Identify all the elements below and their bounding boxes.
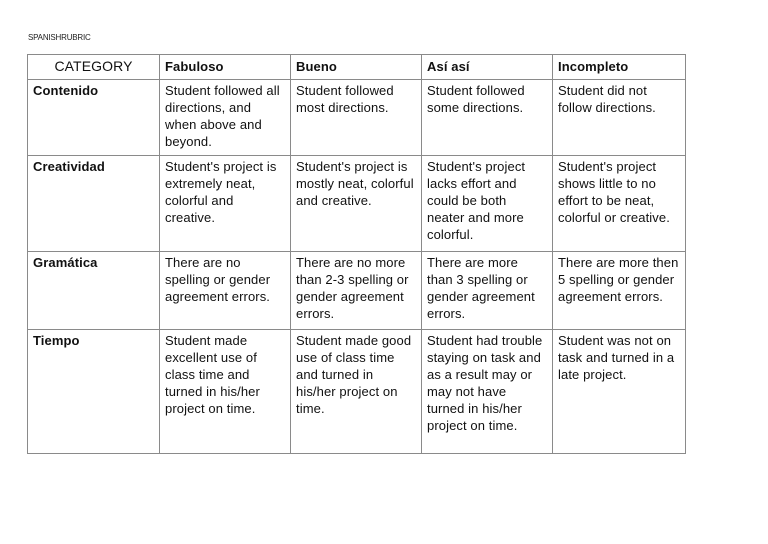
header-category: CATEGORY	[28, 55, 160, 80]
header-bueno: Bueno	[291, 55, 422, 80]
document-title: SPANISHRUBRIC	[28, 33, 91, 42]
header-fabuloso: Fabuloso	[160, 55, 291, 80]
rubric-cell: Student's project is extremely neat, colorful and creative.	[160, 156, 291, 252]
rubric-cell: Student did not follow directions.	[553, 80, 686, 156]
rubric-cell: Student's project shows little to no effort to be neat, colorful or creative.	[553, 156, 686, 252]
category-cell: Tiempo	[28, 330, 160, 454]
rubric-cell: Student's project lacks effort and could be both neater and more colorful.	[422, 156, 553, 252]
rubric-cell: Student followed some directions.	[422, 80, 553, 156]
rubric-cell: Student followed most directions.	[291, 80, 422, 156]
header-incompleto: Incompleto	[553, 55, 686, 80]
header-asi-asi: Así así	[422, 55, 553, 80]
rubric-cell: There are no spelling or gender agreement errors.	[160, 252, 291, 330]
category-cell: Creatividad	[28, 156, 160, 252]
rubric-cell: Student had trouble staying on task and as a result may or may not have turned in his/her project on time.	[422, 330, 553, 454]
rubric-cell: Student was not on task and turned in a late project.	[553, 330, 686, 454]
header-row	[28, 55, 686, 80]
rubric-cell: Student's project is mostly neat, colorful and creative.	[291, 156, 422, 252]
table-row-creatividad	[28, 156, 686, 252]
rubric-cell: There are no more than 2-3 spelling or gender agreement errors.	[291, 252, 422, 330]
rubric-cell: There are more then 5 spelling or gender agreement errors.	[553, 252, 686, 330]
rubric-table	[27, 54, 686, 454]
rubric-cell: Student made good use of class time and turned in his/her project on time.	[291, 330, 422, 454]
category-cell: Contenido	[28, 80, 160, 156]
rubric-cell: Student followed all directions, and when above and beyond.	[160, 80, 291, 156]
table-row-contenido	[28, 80, 686, 156]
table-row-tiempo	[28, 330, 686, 454]
rubric-cell: There are more than 3 spelling or gender agreement errors.	[422, 252, 553, 330]
rubric-cell: Student made excellent use of class time and turned in his/her project on time.	[160, 330, 291, 454]
table-row-gramatica	[28, 252, 686, 330]
category-cell: Gramática	[28, 252, 160, 330]
